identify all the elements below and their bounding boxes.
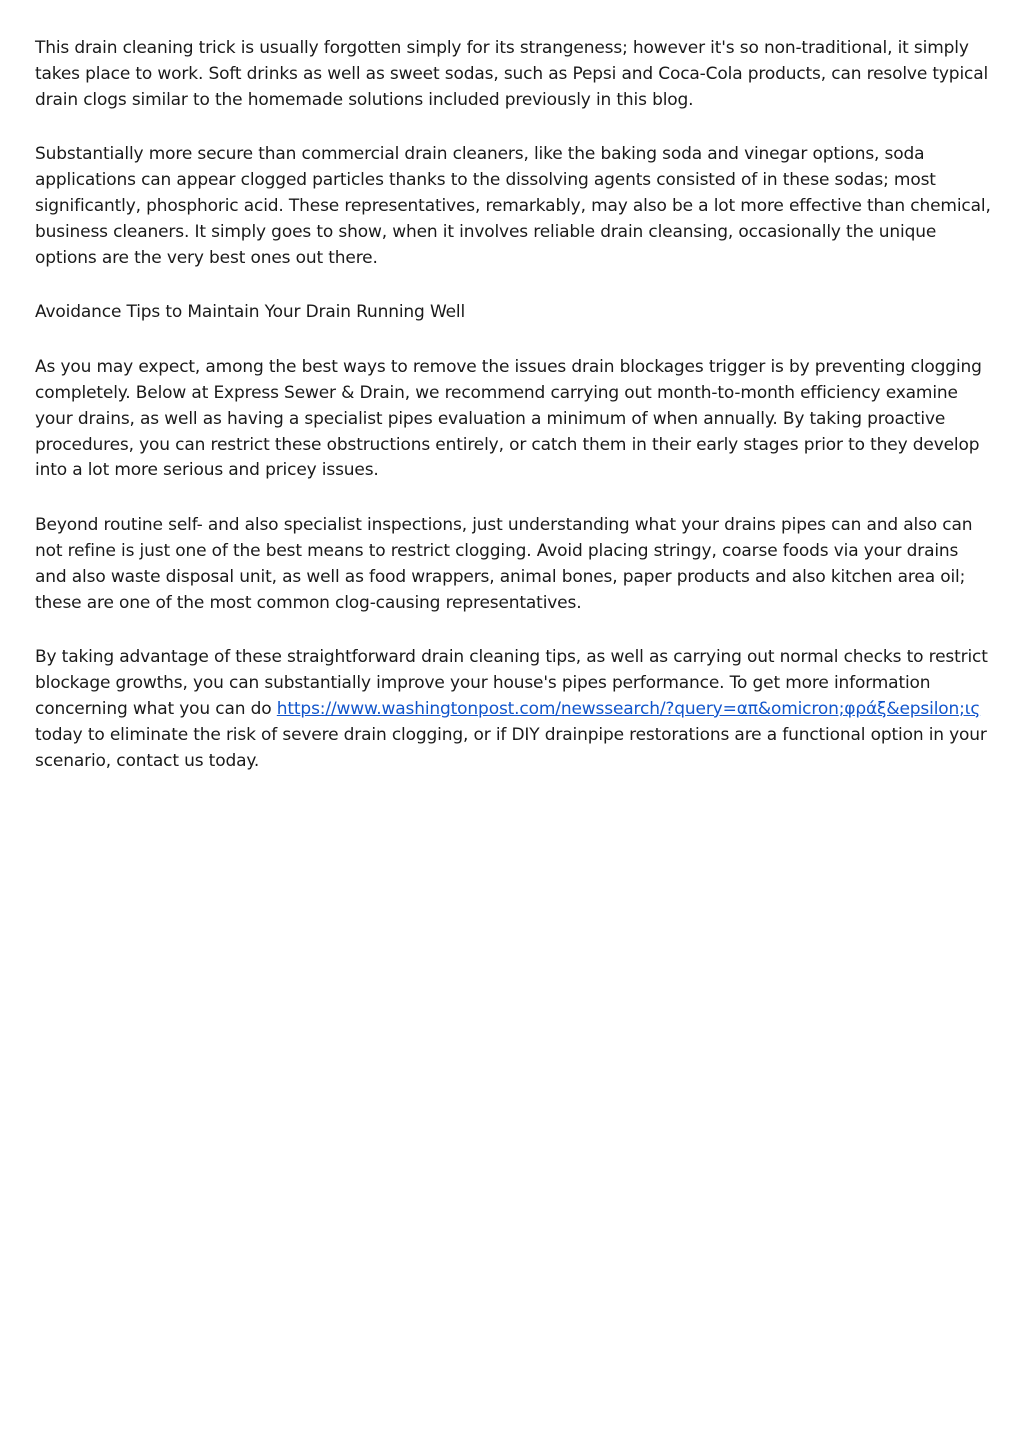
paragraph-inspections: Beyond routine self- and also specialist inspections, just understanding what your drains pipes can and also can not refine is just one of the best means to restrict clogging. Avoid placing stringy, coarse foods via your drains and also waste disposal unit, as well as food wrappers, animal bones, paper products and also kitchen area oil; these are one of the most common clog-causing representatives.	[35, 515, 973, 613]
conclusion-text-after-link: today to eliminate the risk of severe drain clogging, or if DIY drainpipe restorations are a functional option in your scenario, contact us today.	[35, 724, 987, 771]
section-heading-avoidance-tips: Avoidance Tips to Maintain Your Drain Running Well	[35, 302, 466, 323]
paragraph-soda-safety: Substantially more secure than commercial drain cleaners, like the baking soda and vinegar options, soda applications can appear clogged particles thanks to the dissolving agents consisted of in these sodas; most significantly, phosphoric acid. These representatives, remarkably, may also be a lot more effective than chemical, business cleaners. It simply goes to show, when it involves reliable drain cleansing, occasionally the unique options are the very best ones out there.	[35, 144, 991, 268]
paragraph-soda-trick: This drain cleaning trick is usually forgotten simply for its strangeness; however it's so non-traditional, it simply takes place to work. Soft drinks as well as sweet sodas, such as Pepsi and Coca-Cola products, can resolve typical drain clogs similar to the homemade solutions included previously in this blog.	[35, 38, 989, 110]
washingtonpost-search-link[interactable]: https://www.washingtonpost.com/newssearch/?query=απ&omicron;φράξ&epsilon;ις	[276, 698, 981, 719]
paragraph-prevention: As you may expect, among the best ways to remove the issues drain blockages trigger is by preventing clogging completely. Below at Express Sewer & Drain, we recommend carrying out month-to-month efficiency examine your drains, as well as having a specialist pipes evaluation a minimum of when annually. By taking proactive procedures, you can restrict these obstructions entirely, or catch them in their early stages prior to they develop into a lot more serious and pricey issues.	[35, 357, 982, 481]
conclusion-text-before-link: By taking advantage of these straightforward drain cleaning tips, as well as carrying out normal checks to restrict blockage growths, you can substantially improve your house's pipes performance. To get more information concerning what you can do	[35, 647, 988, 719]
document-body	[35, 36, 995, 803]
paragraph-conclusion	[35, 645, 995, 774]
